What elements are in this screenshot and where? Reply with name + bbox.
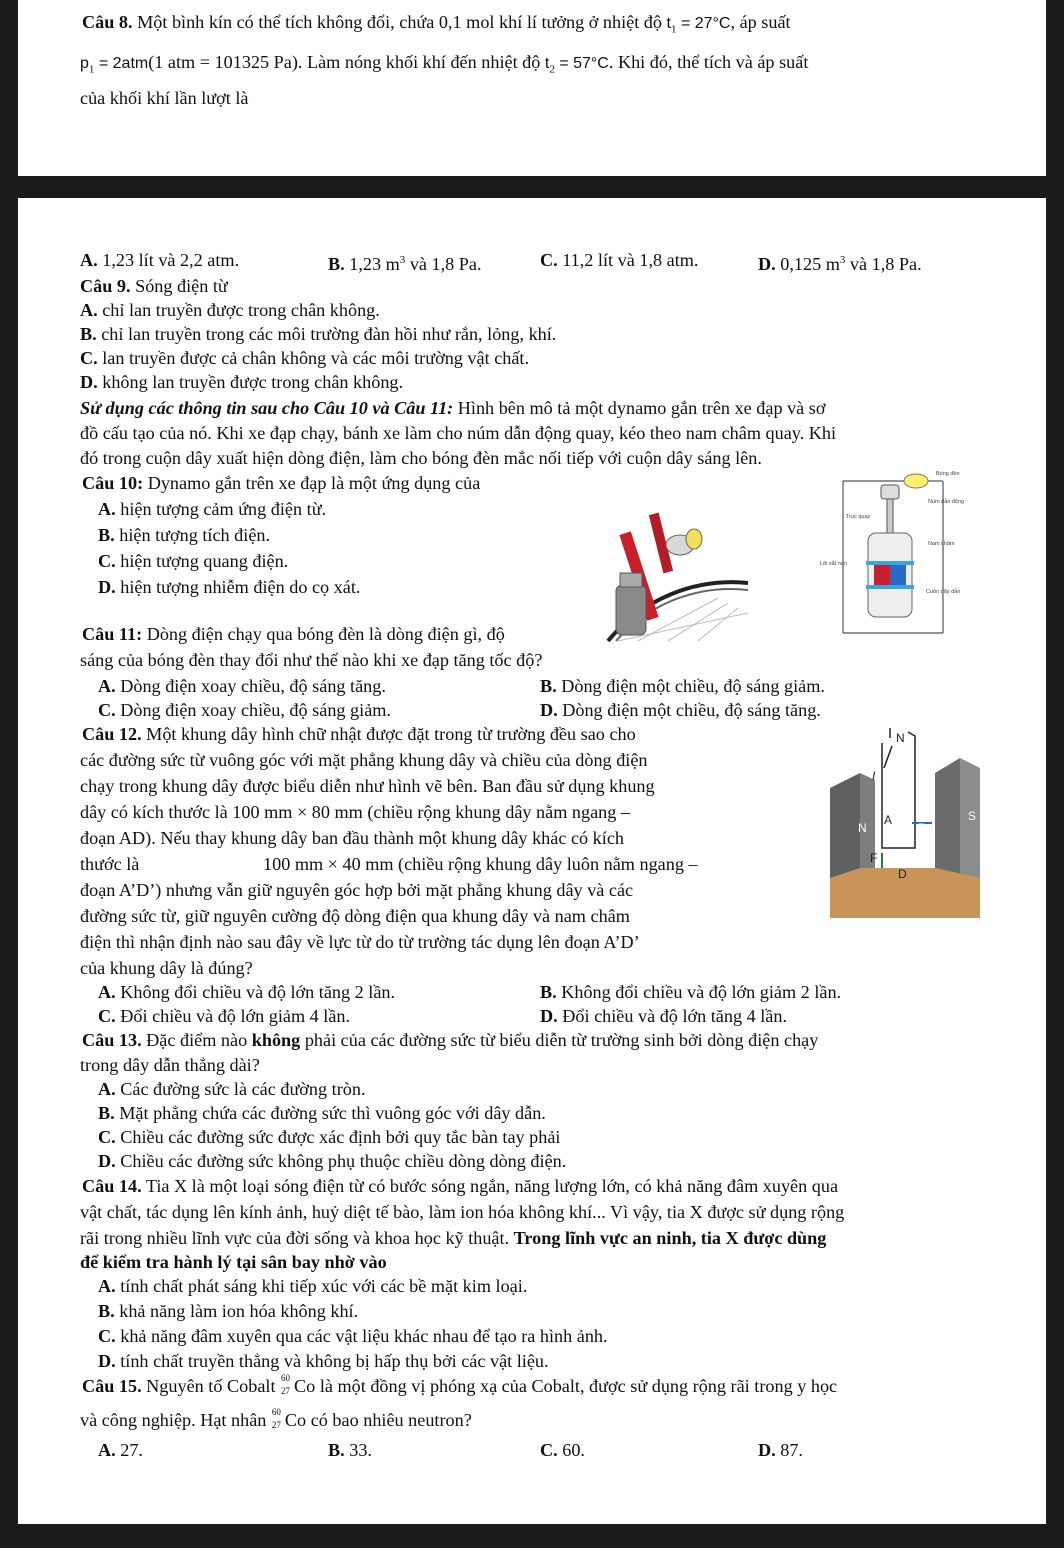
q12-line-7: đoạn A’D’) nhưng vẫn giữ nguyên góc hợp bởi mặt phẳng khung dây và các bbox=[80, 880, 634, 900]
isotope-notation: 60 27 bbox=[281, 1373, 291, 1396]
q14-option-b[interactable]: B. khả năng làm ion hóa không khí. bbox=[98, 1301, 359, 1321]
q14-option-a[interactable]: A. tính chất phát sáng khi tiếp xúc với các bề mặt kim loại. bbox=[98, 1276, 528, 1296]
bicycle-lamp bbox=[666, 529, 702, 555]
q14-option-c[interactable]: C. khả năng đâm xuyên qua các vật liệu khác nhau để tạo ra hình ảnh. bbox=[98, 1326, 608, 1346]
q13-option-b[interactable]: B. Mặt phẳng chứa các đường sức thì vuông góc với dây dẫn. bbox=[98, 1103, 546, 1123]
q12-line-9: điện thì nhận định nào sau đây về lực từ do từ trường tác dụng lên đoạn A’D’ bbox=[80, 932, 640, 952]
q10-option-c[interactable]: C. hiện tượng quang điện. bbox=[98, 551, 289, 571]
label-cuon-day-dan: Cuộn dây dẫn bbox=[926, 589, 961, 595]
isotope-notation: 60 27 bbox=[271, 1407, 281, 1430]
shared-info-line-1: Sử dụng các thông tin sau cho Câu 10 và Câu 11: Hình bên mô tả một dynamo gắn trên xe đạp và sơ bbox=[80, 398, 826, 418]
q15-option-d[interactable]: D. 87. bbox=[758, 1440, 803, 1460]
q8-option-c[interactable]: C. 11,2 lít và 1,8 atm. bbox=[540, 250, 699, 270]
q12-line-4: dây có kích thước là 100 mm × 80 mm (chiều rộng khung dây nằm ngang – bbox=[80, 802, 630, 822]
coil-magnet-figure bbox=[820, 728, 990, 918]
label-b: B bbox=[918, 821, 927, 835]
q11-stem-line-2: sáng của bóng đèn thay đổi như thế nào khi xe đạp tăng tốc độ? bbox=[80, 650, 543, 670]
q10-stem: Câu 10: Dynamo gắn trên xe đạp là một ứng dụng của bbox=[82, 473, 481, 493]
label-i: I bbox=[872, 769, 876, 783]
q14-line-3: rãi trong nhiều lĩnh vực của đời sống và khoa học kỹ thuật. Trong lĩnh vực an ninh, tia X được dùng bbox=[80, 1228, 827, 1248]
label-s: S bbox=[968, 809, 977, 823]
q13-option-d[interactable]: D. Chiều các đường sức không phụ thuộc chiều dòng dòng điện. bbox=[98, 1151, 567, 1171]
q14-line-2: vật chất, tác dụng lên kính ảnh, huỷ diệt tế bào, làm ion hóa không khí... Vì vậy, tia X được sử dụng rộng bbox=[80, 1202, 845, 1222]
q11-option-c[interactable]: C. Dòng điện xoay chiều, độ sáng giảm. bbox=[98, 700, 391, 720]
q8-label: Câu 8. bbox=[82, 12, 133, 32]
wire-frame bbox=[882, 728, 915, 848]
q14-option-d[interactable]: D. tính chất truyền thẳng và không bị hấp thụ bởi các vật liệu. bbox=[98, 1351, 549, 1371]
q12-line-5: đoạn AD). Nếu thay khung dây ban đầu thành một khung dây khác có kích bbox=[80, 828, 624, 848]
q15-option-a[interactable]: A. 27. bbox=[98, 1440, 143, 1460]
q12-line-6a: thước là bbox=[80, 854, 140, 874]
q12-line-3: chạy trong khung dây được biểu diễn như hình vẽ bên. Ban đầu sử dụng khung bbox=[80, 776, 655, 796]
q12-option-b[interactable]: B. Không đổi chiều và độ lớn giảm 2 lần. bbox=[540, 982, 842, 1002]
label-bong-den: Bóng đèn bbox=[936, 471, 960, 477]
q8-option-a[interactable]: A. 1,23 lít và 2,2 atm. bbox=[80, 250, 240, 270]
q11-option-a[interactable]: A. Dòng điện xoay chiều, độ sáng tăng. bbox=[98, 676, 386, 696]
q12-option-c[interactable]: C. Đổi chiều và độ lớn giảm 4 lần. bbox=[98, 1006, 351, 1026]
q10-option-a[interactable]: A. hiện tượng cảm ứng điện từ. bbox=[98, 499, 327, 519]
label-truc-quay: Trục quay bbox=[846, 514, 871, 520]
label-d: D bbox=[898, 867, 907, 881]
q15-line-2: và công nghiệp. Hạt nhân 60 27 Co có bao nhiêu neutron? bbox=[80, 1407, 472, 1430]
shared-info-line-3: đó trong cuộn dây xuất hiện dòng điện, làm cho bóng đèn mắc nối tiếp với cuộn dây sáng lên. bbox=[80, 448, 762, 468]
q13-line-2: trong dây dẫn thẳng dài? bbox=[80, 1055, 260, 1075]
page-fragment-top bbox=[18, 0, 1046, 176]
q15-line-1: Câu 15. Nguyên tố Cobalt 60 27 Co là một đồng vị phóng xạ của Cobalt, được sử dụng rộng rãi trong y học bbox=[82, 1373, 838, 1396]
q13-line-1: Câu 13. Đặc điểm nào không phải của các đường sức từ biểu diễn từ trường sinh bởi dòng điện chạy bbox=[82, 1030, 819, 1050]
q14-line-4: để kiểm tra hành lý tại sân bay nhờ vào bbox=[80, 1252, 387, 1272]
q15-option-c[interactable]: C. 60. bbox=[540, 1440, 585, 1460]
q15-option-b[interactable]: B. 33. bbox=[328, 1440, 372, 1460]
label-f: F bbox=[870, 851, 878, 865]
q8-option-d[interactable]: D. 0,125 $m^3$ và 1,8 Pa. bbox=[758, 254, 922, 275]
label-loi-sat-non: Lõi sắt non bbox=[820, 561, 847, 567]
label-a: A bbox=[884, 813, 893, 827]
q12-option-d[interactable]: D. Đổi chiều và độ lớn tăng 4 lần. bbox=[540, 1006, 788, 1026]
q12-option-a[interactable]: A. Không đổi chiều và độ lớn tăng 2 lần. bbox=[98, 982, 396, 1002]
q14-line-1: Câu 14. Tia X là một loại sóng điện từ có bước sóng ngắn, năng lượng lớn, có khả năng đâm xuyên qua bbox=[82, 1176, 839, 1196]
q10-option-d[interactable]: D. hiện tượng nhiễm điện do cọ xát. bbox=[98, 577, 361, 597]
shared-info-line-2: đồ cấu tạo của nó. Khi xe đạp chạy, bánh xe làm cho núm dẫn động quay, kéo theo nam châm quay. Khi bbox=[80, 423, 837, 443]
label-n: N bbox=[858, 821, 867, 835]
page-main bbox=[18, 198, 1046, 1524]
q13-option-c[interactable]: C. Chiều các đường sức được xác định bởi quy tắc bàn tay phải bbox=[98, 1127, 561, 1147]
q9-option-c[interactable]: C. lan truyền được cả chân không và các môi trường vật chất. bbox=[80, 348, 530, 368]
q9-option-b[interactable]: B. chỉ lan truyền trong các môi trường đàn hồi như rắn, lỏng, khí. bbox=[80, 324, 557, 344]
dynamo-body bbox=[616, 573, 646, 635]
label-n-top: N bbox=[896, 731, 905, 745]
label-num-dan-dong: Núm dẫn động bbox=[928, 499, 965, 505]
q9-option-a[interactable]: A. chỉ lan truyền được trong chân không. bbox=[80, 300, 380, 320]
q11-option-d[interactable]: D. Dòng điện một chiều, độ sáng tăng. bbox=[540, 700, 821, 720]
q12-line-10: của khung dây là đúng? bbox=[80, 958, 253, 978]
q8-option-b[interactable]: B. 1,23 $m^3$ và 1,8 Pa. bbox=[328, 254, 482, 275]
q12-line-2: các đường sức từ vuông góc với mặt phẳng khung dây và chiều của dòng điện bbox=[80, 750, 648, 770]
q8-line-3: của khối khí lần lượt là bbox=[80, 88, 249, 108]
q12-line-8: đường sức từ, giữ nguyên cường độ dòng điện qua khung dây và nam châm bbox=[80, 906, 630, 926]
q11-stem-line-1: Câu 11: Dòng điện chạy qua bóng đèn là dòng điện gì, độ bbox=[82, 624, 505, 644]
label-nam-cham: Nam châm bbox=[928, 541, 955, 547]
q10-option-b[interactable]: B. hiện tượng tích điện. bbox=[98, 525, 271, 545]
q9-option-d[interactable]: D. không lan truyền được trong chân không. bbox=[80, 372, 404, 392]
dynamo-figure bbox=[598, 471, 965, 641]
dynamo-schematic bbox=[843, 474, 943, 633]
q8-line-2: $p_1 = 2atm(1$ atm = 101325 Pa). Làm nóng khối khí đến nhiệt độ $t_2 = 57^\circ C$. Khi đó, thể tích và áp suất bbox=[80, 52, 809, 76]
q12-line-6b: 100 mm × 40 mm (chiều rộng khung dây luôn nằm ngang – bbox=[263, 854, 698, 874]
q9-stem: Câu 9. Sóng điện từ bbox=[80, 276, 228, 296]
q8-line-1: Câu 8. Một bình kín có thể tích không đổi, chứa 0,1 mol khí lí tưởng ở nhiệt độ $t_1 = 27^\circ C$, áp suất bbox=[82, 12, 791, 36]
q11-option-b[interactable]: B. Dòng điện một chiều, độ sáng giảm. bbox=[540, 676, 825, 696]
q12-line-1: Câu 12. Một khung dây hình chữ nhật được đặt trong từ trường đều sao cho bbox=[82, 724, 636, 744]
q13-option-a[interactable]: A. Các đường sức là các đường tròn. bbox=[98, 1079, 366, 1099]
